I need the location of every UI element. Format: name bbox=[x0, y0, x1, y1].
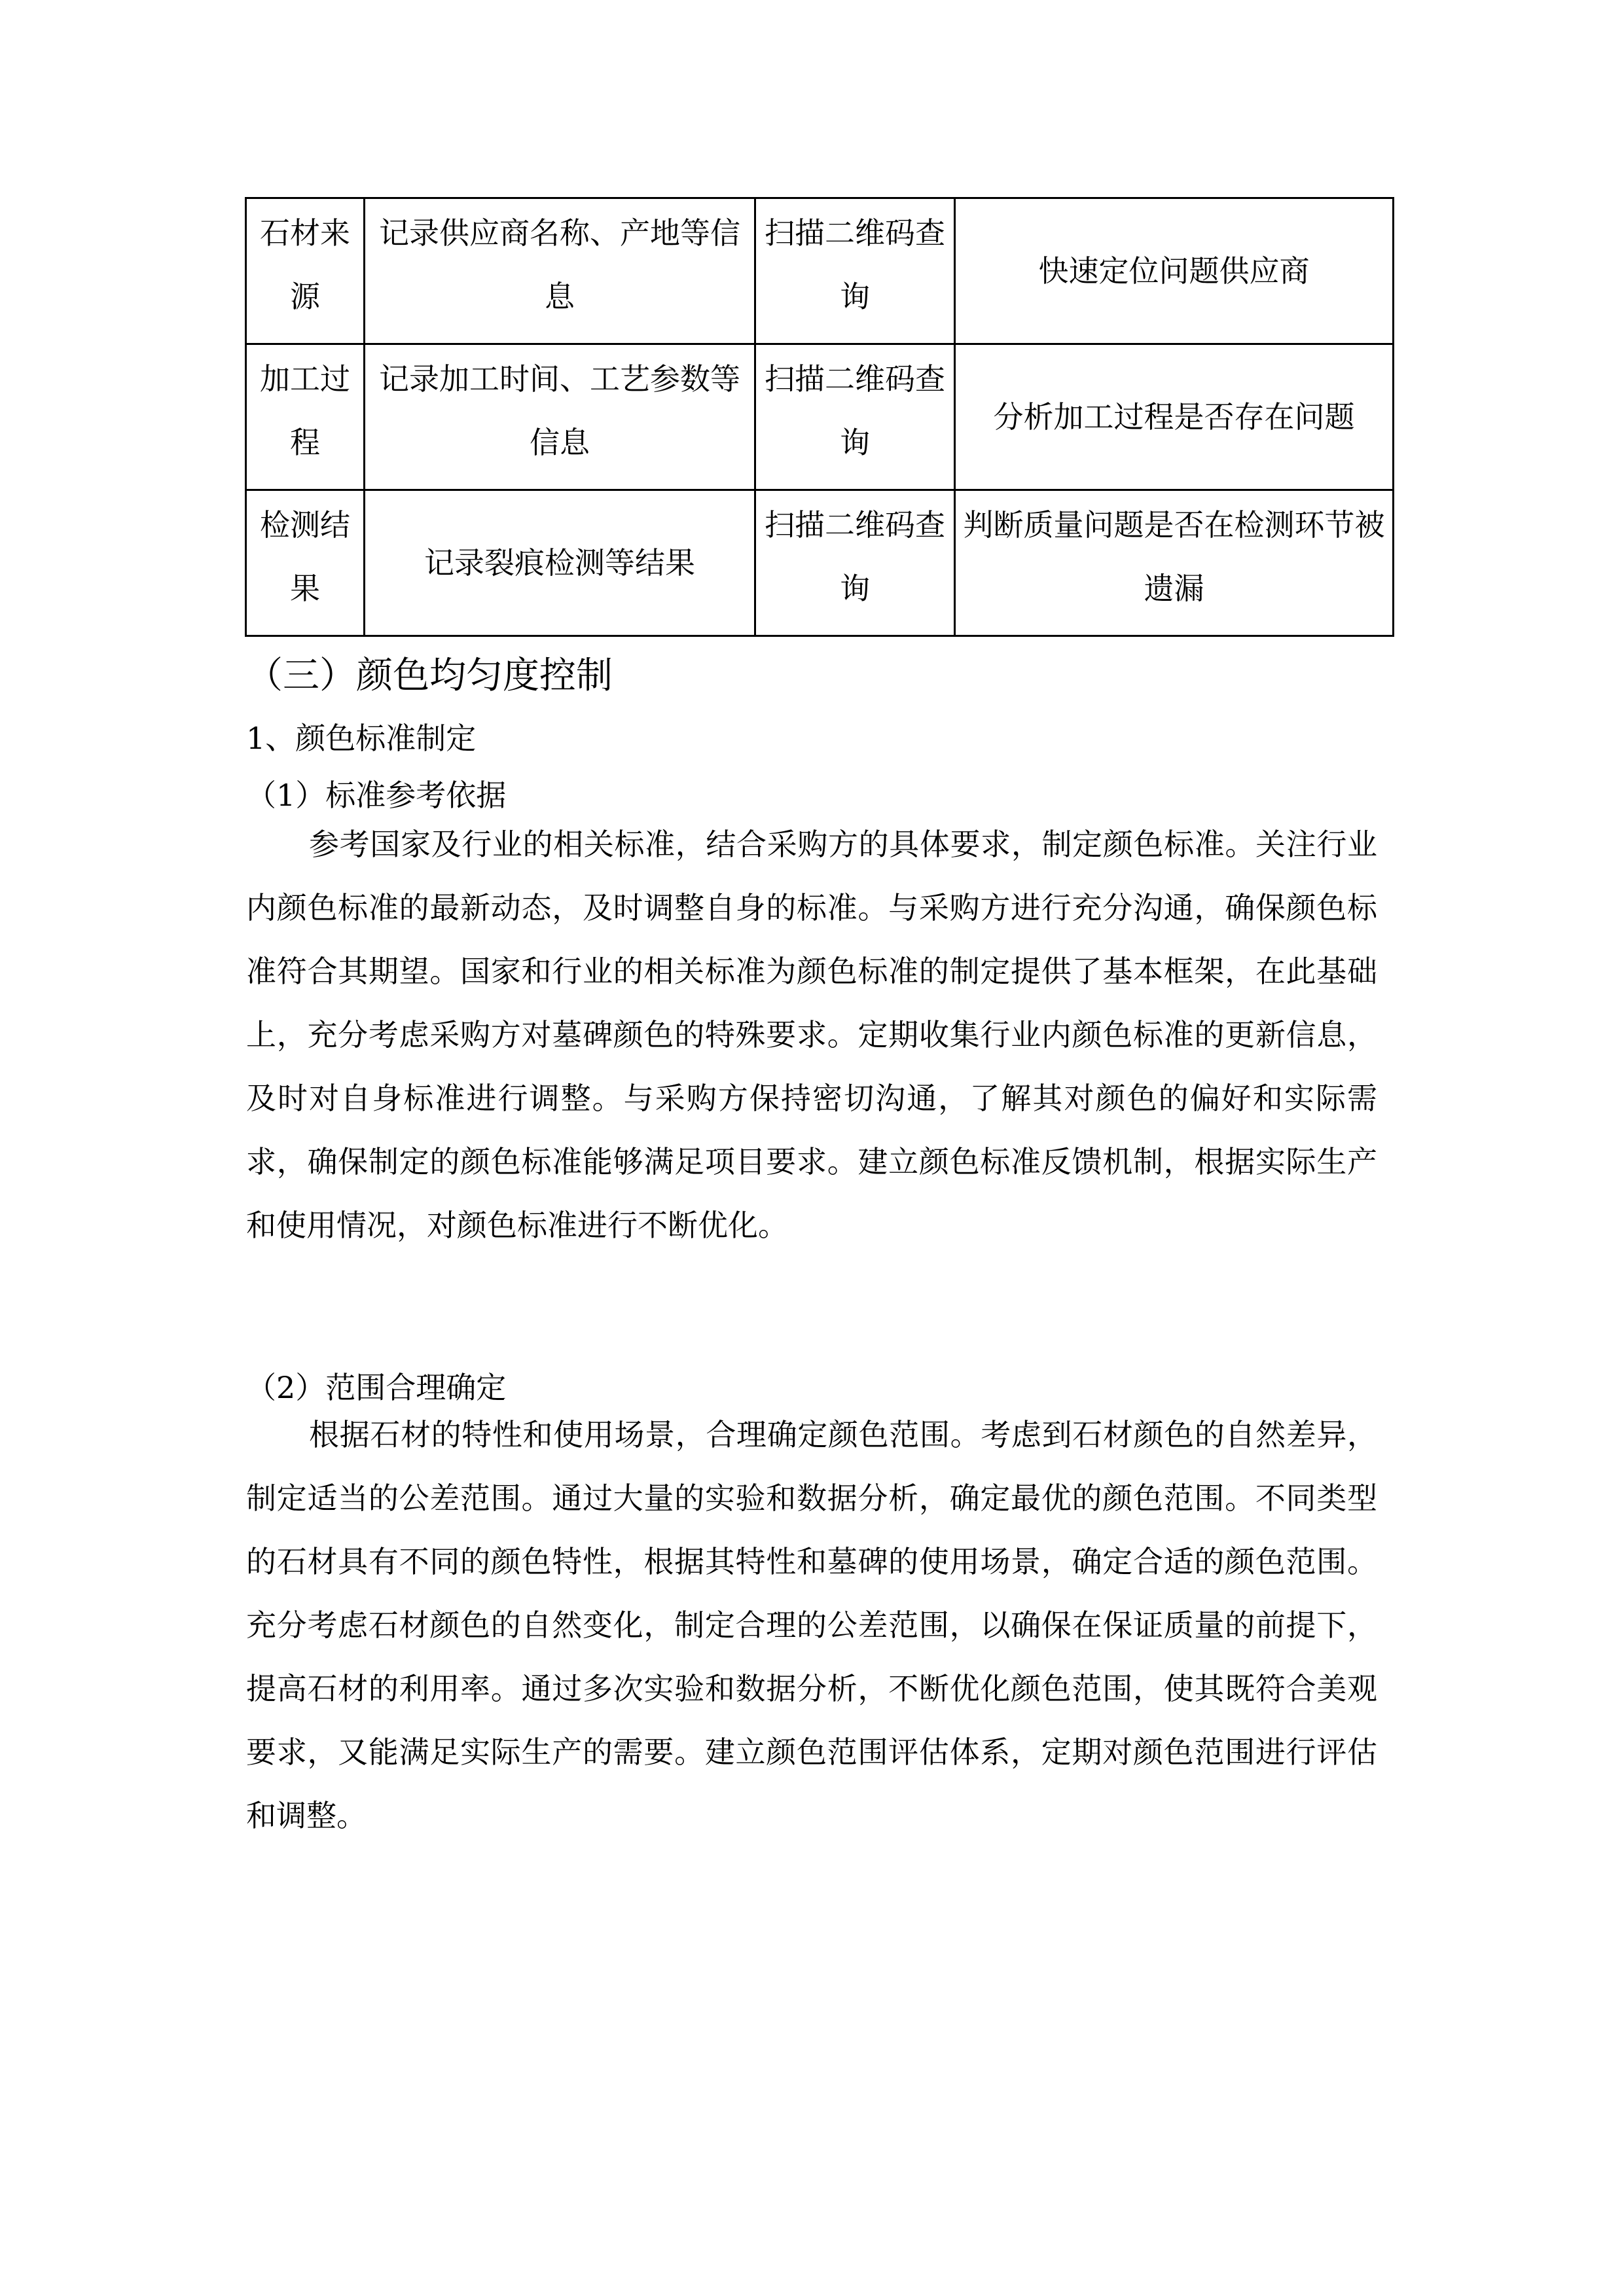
traceability-table bbox=[245, 197, 1394, 637]
item-heading-standard-basis: （1）标准参考依据 bbox=[246, 778, 507, 813]
table-row bbox=[246, 344, 1394, 490]
table-cell-purpose: 快速定位问题供应商 bbox=[955, 198, 1394, 344]
table-row bbox=[246, 198, 1394, 344]
subsection-heading: 1、颜色标准制定 bbox=[246, 721, 477, 756]
table-cell-item: 加工过程 bbox=[246, 344, 365, 490]
paragraph-range-determination: 根据石材的特性和使用场景，合理确定颜色范围。考虑到石材颜色的自然差异，制定适当的公差范围。通过大量的实验和数据分析，确定最优的颜色范围。不同类型的石材具有不同的颜色特性，根据其特性和墓碑的使用场景，确定合适的颜色范围。充分考虑石材颜色的自然变化，制定合理的公差范围，以确保在保证质量的前提下，提高石材的利用率。通过多次实验和数据分析，不断优化颜色范围，使其既符合美观要求，又能满足实际生产的需要。建立颜色范围评估体系，定期对颜色范围进行评估和调整。 bbox=[246, 1417, 1377, 1833]
table-cell-method: 扫描二维码查询 bbox=[755, 344, 955, 490]
table-cell-item: 检测结果 bbox=[246, 490, 365, 636]
section-heading: （三）颜色均匀度控制 bbox=[246, 655, 613, 697]
paragraph-standard-basis: 参考国家及行业的相关标准，结合采购方的具体要求，制定颜色标准。关注行业内颜色标准的最新动态，及时调整自身的标准。与采购方进行充分沟通，确保颜色标准符合其期望。国家和行业的相关标准为颜色标准的制定提供了基本框架，在此基础上，充分考虑采购方对墓碑颜色的特殊要求。定期收集行业内颜色标准的更新信息，及时对自身标准进行调整。与采购方保持密切沟通，了解其对颜色的偏好和实际需求，确保制定的颜色标准能够满足项目要求。建立颜色标准反馈机制，根据实际生产和使用情况，对颜色标准进行不断优化。 bbox=[246, 827, 1377, 1243]
table-cell-content: 记录供应商名称、产地等信息 bbox=[365, 198, 755, 344]
table-cell-purpose: 判断质量问题是否在检测环节被遗漏 bbox=[955, 490, 1394, 636]
table-cell-content: 记录裂痕检测等结果 bbox=[365, 490, 755, 636]
table-cell-method: 扫描二维码查询 bbox=[755, 490, 955, 636]
table-cell-purpose: 分析加工过程是否存在问题 bbox=[955, 344, 1394, 490]
table-cell-content: 记录加工时间、工艺参数等信息 bbox=[365, 344, 755, 490]
table-cell-item: 石材来源 bbox=[246, 198, 365, 344]
table-cell-method: 扫描二维码查询 bbox=[755, 198, 955, 344]
table-row bbox=[246, 490, 1394, 636]
item-heading-range-determination: （2）范围合理确定 bbox=[246, 1370, 507, 1405]
